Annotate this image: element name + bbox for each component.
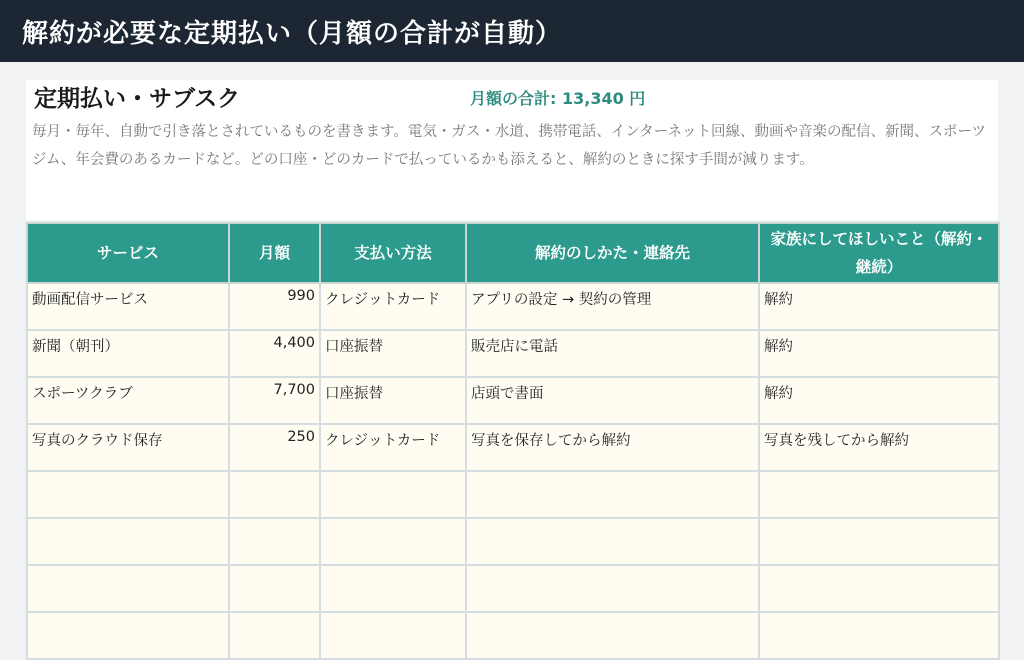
cell-monthly[interactable] bbox=[229, 471, 320, 518]
subscription-table bbox=[26, 222, 1000, 660]
cell-payment[interactable] bbox=[320, 612, 466, 659]
table-row bbox=[27, 377, 999, 424]
section-heading: 定期払い・サブスク bbox=[34, 86, 241, 112]
table-row bbox=[27, 471, 999, 518]
col-header-payment: 支払い方法 bbox=[320, 223, 466, 283]
cell-family-request[interactable]: 解約 bbox=[759, 330, 999, 377]
cell-family-request[interactable] bbox=[759, 471, 999, 518]
cell-monthly[interactable] bbox=[229, 565, 320, 612]
cell-service[interactable] bbox=[27, 565, 229, 612]
table-header-row bbox=[27, 223, 999, 283]
table-row bbox=[27, 424, 999, 471]
cell-monthly[interactable] bbox=[229, 612, 320, 659]
cell-monthly[interactable]: 4,400 bbox=[229, 330, 320, 377]
cell-payment[interactable]: クレジットカード bbox=[320, 424, 466, 471]
cell-payment[interactable] bbox=[320, 518, 466, 565]
cell-family-request[interactable]: 解約 bbox=[759, 283, 999, 330]
cell-cancel-method[interactable]: 写真を保存してから解約 bbox=[466, 424, 759, 471]
cell-cancel-method[interactable] bbox=[466, 565, 759, 612]
cell-cancel-method[interactable] bbox=[466, 612, 759, 659]
table-row bbox=[27, 518, 999, 565]
cell-family-request[interactable] bbox=[759, 612, 999, 659]
cell-family-request[interactable]: 写真を残してから解約 bbox=[759, 424, 999, 471]
cell-payment[interactable]: 口座振替 bbox=[320, 330, 466, 377]
table-row bbox=[27, 283, 999, 330]
cell-cancel-method[interactable]: 販売店に電話 bbox=[466, 330, 759, 377]
cell-service[interactable]: 新聞（朝刊） bbox=[27, 330, 229, 377]
cell-service[interactable] bbox=[27, 471, 229, 518]
col-header-cancel-method: 解約のしかた・連絡先 bbox=[466, 223, 759, 283]
cell-monthly[interactable]: 990 bbox=[229, 283, 320, 330]
cell-cancel-method[interactable]: アプリの設定 → 契約の管理 bbox=[466, 283, 759, 330]
cell-cancel-method[interactable]: 店頭で書面 bbox=[466, 377, 759, 424]
window-title: 解約が必要な定期払い（月額の合計が自動） bbox=[0, 0, 1024, 62]
cell-service[interactable]: 動画配信サービス bbox=[27, 283, 229, 330]
cell-payment[interactable] bbox=[320, 471, 466, 518]
table-row bbox=[27, 330, 999, 377]
table-row bbox=[27, 565, 999, 612]
cell-cancel-method[interactable] bbox=[466, 518, 759, 565]
cell-monthly[interactable]: 250 bbox=[229, 424, 320, 471]
cell-payment[interactable]: 口座振替 bbox=[320, 377, 466, 424]
cell-monthly[interactable] bbox=[229, 518, 320, 565]
cell-service[interactable] bbox=[27, 518, 229, 565]
cell-family-request[interactable] bbox=[759, 565, 999, 612]
table-row bbox=[27, 612, 999, 659]
monthly-total: 月額の合計: 13,340 円 bbox=[470, 89, 646, 108]
cell-family-request[interactable]: 解約 bbox=[759, 377, 999, 424]
cell-service[interactable]: スポーツクラブ bbox=[27, 377, 229, 424]
cell-service[interactable] bbox=[27, 612, 229, 659]
col-header-service: サービス bbox=[27, 223, 229, 283]
cell-family-request[interactable] bbox=[759, 518, 999, 565]
cell-cancel-method[interactable] bbox=[466, 471, 759, 518]
cell-service[interactable]: 写真のクラウド保存 bbox=[27, 424, 229, 471]
col-header-monthly: 月額 bbox=[229, 223, 320, 283]
cell-monthly[interactable]: 7,700 bbox=[229, 377, 320, 424]
section-description: 毎月・毎年、自動で引き落とされているものを書きます。電気・ガス・水道、携帯電話、インターネット回線、動画や音楽の配信、新聞、スポーツジム、年会費のあるカードなど。どの口座・どのカードで払っているかも添えると、解約のときに探す手間が減ります。 bbox=[32, 124, 986, 168]
cell-payment[interactable] bbox=[320, 565, 466, 612]
section-card bbox=[26, 80, 998, 220]
col-header-family-request: 家族にしてほしいこと（解約・継続） bbox=[759, 223, 999, 283]
cell-payment[interactable]: クレジットカード bbox=[320, 283, 466, 330]
